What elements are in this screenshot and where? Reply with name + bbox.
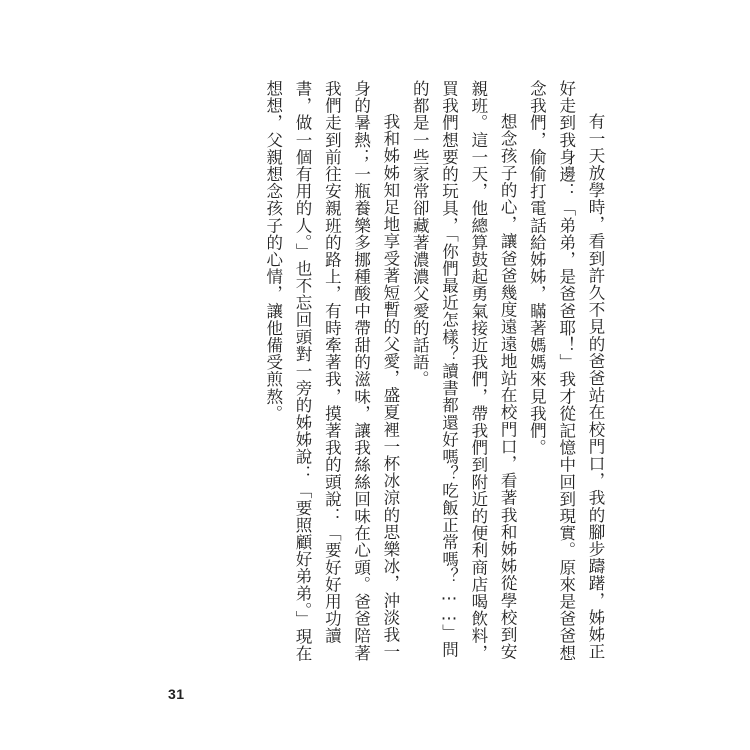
paragraph-1: 有一天放學時，看到許久不見的爸爸站在校門口，我的腳步躊躇，姊姊正好走到我身邊：「弟弟，是爸爸耶！」我才從記憶中回到現實。原來是爸爸想念我們，偷偷打電話給姊姊，瞞著媽媽來見我們。 <box>527 80 605 662</box>
vertical-text-body <box>258 80 610 670</box>
paragraph-2: 想念孩子的心，讓爸爸幾度遠遠地站在校門口，看著我和姊姊從學校到安親班。這一天，他總算鼓起勇氣接近我們，帶我們到附近的便利商店喝飲料，買我們想要的玩具，「你們最近怎樣？讀書都還好嗎？吃飯正常嗎？……」問的都是一些家常卻藏著濃濃父愛的話語。 <box>410 80 518 662</box>
page-number: 31 <box>168 686 185 702</box>
paragraph-3: 我和姊姊知足地享受著短暫的父愛，盛夏裡一杯冰涼的思樂冰，沖淡我一身的暑熱；一瓶養樂多挪種酸中帶甜的滋味，讓我絲絲回味在心頭。爸爸陪著我們走到前往安親班的路上，有時牽著我，摸著我的頭說：「要好好用功讀書，做一個有用的人。」也不忘回頭對一旁的姊姊說：「要照顧好弟弟。」現在想想，父親想念孩子的心情，讓他備受煎熬。 <box>263 80 400 662</box>
